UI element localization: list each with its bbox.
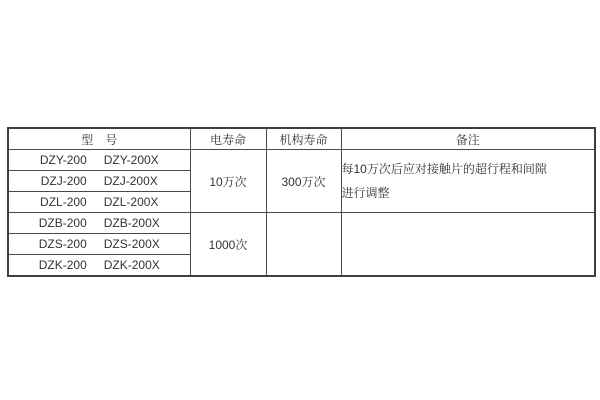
model-cell	[8, 234, 190, 255]
remark-line-2: 进行调整	[341, 186, 390, 200]
model-cell	[8, 150, 190, 171]
model-name: DZY-200	[39, 153, 87, 167]
model-pair	[9, 195, 190, 209]
model-cell	[8, 213, 190, 234]
header-mechanical-life: 机构寿命	[266, 128, 341, 150]
model-name: DZL-200X	[103, 195, 159, 209]
header-electrical-life: 电寿命	[190, 128, 266, 150]
relay-life-spec-table	[7, 127, 596, 277]
header-model: 型 号	[8, 128, 190, 150]
model-pair	[9, 237, 190, 251]
model-cell	[8, 255, 190, 277]
model-cell	[8, 192, 190, 213]
model-name: DZS-200X	[103, 237, 160, 251]
model-pair	[9, 216, 190, 230]
model-name: DZK-200X	[103, 258, 160, 272]
header-remarks: 备注	[341, 128, 595, 150]
remarks-cell	[341, 150, 595, 213]
model-name: DZL-200	[40, 195, 87, 209]
model-name: DZK-200	[38, 258, 87, 272]
model-pair	[9, 174, 190, 188]
model-name: DZS-200	[38, 237, 87, 251]
table-row-dzy	[8, 150, 595, 171]
mechanical-life-cell	[266, 213, 341, 277]
header-row	[8, 128, 595, 150]
table-row-dzb	[8, 213, 595, 234]
mechanical-life-cell: 300万次	[266, 150, 341, 213]
model-pair	[9, 153, 190, 167]
model-pair	[9, 258, 190, 272]
remarks-cell-empty	[341, 213, 595, 277]
model-name: DZJ-200	[40, 174, 87, 188]
model-cell	[8, 171, 190, 192]
electrical-life-cell: 10万次	[190, 150, 266, 213]
electrical-life-cell: 1000次	[190, 213, 266, 277]
model-name: DZB-200X	[103, 216, 160, 230]
model-name: DZB-200	[38, 216, 87, 230]
remark-line-1: 每10万次后应对接触片的超行程和间隙	[341, 162, 547, 176]
model-name: DZY-200X	[103, 153, 159, 167]
model-name: DZJ-200X	[103, 174, 158, 188]
